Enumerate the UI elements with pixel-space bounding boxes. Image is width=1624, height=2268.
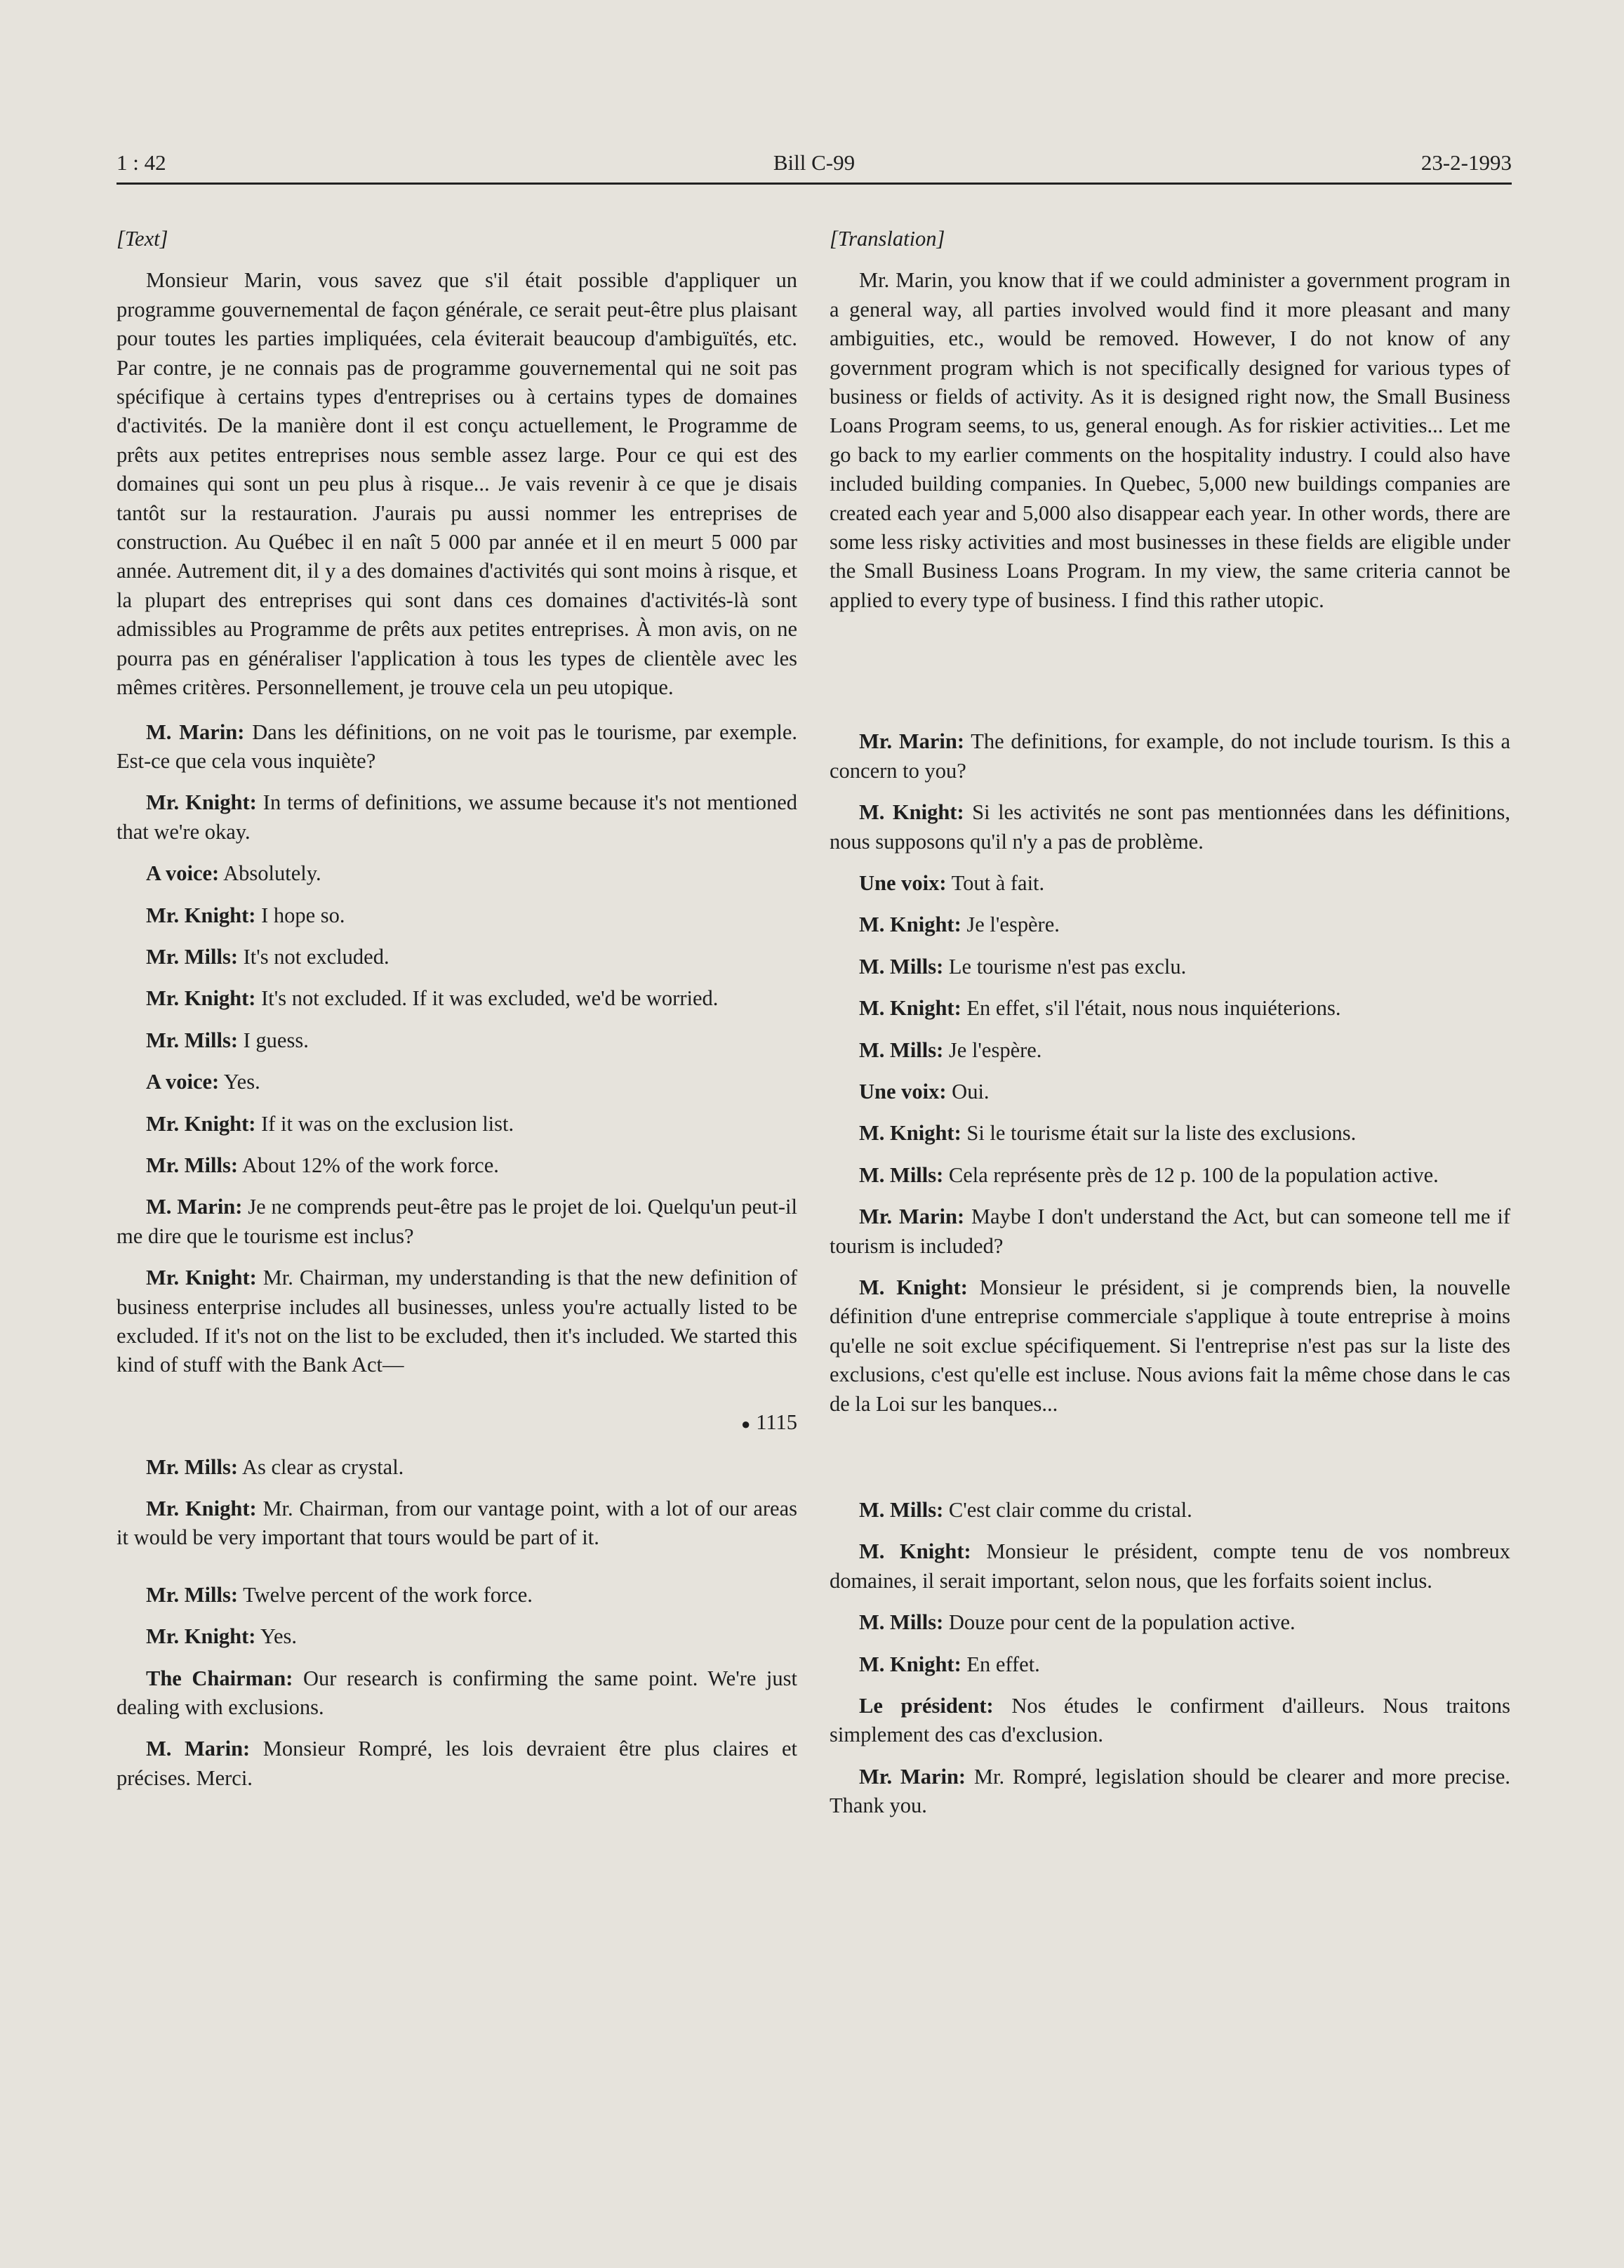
speech-text: C'est clair comme du cristal.	[948, 1498, 1192, 1522]
speech-text: Mr. Chairman, my understanding is that the new definition of business enterprise includes all businesses, unless you're actually listed to be excluded. If it's not on the list to be excluded, then it's included. We started this kind of stuff with the Bank Act—	[117, 1266, 797, 1377]
bill-title: Bill C-99	[773, 150, 856, 175]
speech-entry	[117, 943, 797, 971]
speaker-name: M. Knight:	[859, 913, 961, 937]
speech-entry	[830, 910, 1510, 939]
speaker-name: Mr. Knight:	[146, 986, 256, 1011]
speech-text: Douze pour cent de la population active.	[948, 1610, 1296, 1635]
speech-entry	[830, 1496, 1510, 1525]
speech-text: It's not excluded. If it was excluded, we'd be worried.	[261, 986, 719, 1011]
speech-text: Le tourisme n'est pas exclu.	[948, 954, 1187, 979]
speech-text: It's not excluded.	[243, 944, 390, 969]
speaker-name: M. Marin:	[146, 1737, 251, 1761]
speech-entry	[830, 1650, 1510, 1679]
speech-text: I hope so.	[261, 903, 345, 927]
speech-entry	[830, 1763, 1510, 1821]
speech-text: Absolutely.	[223, 861, 321, 886]
speech-text: Monsieur Rompré, les lois devraient être plus claires et précises. Merci.	[117, 1737, 797, 1790]
speech-text: Twelve percent of the work force.	[243, 1582, 533, 1607]
speaker-name: Le président:	[859, 1694, 994, 1718]
speech-text: I guess.	[243, 1028, 309, 1052]
speech-text: Yes.	[260, 1624, 297, 1649]
page-header	[117, 147, 1512, 185]
speech-entry	[830, 727, 1510, 785]
speaker-name: Mr. Mills:	[146, 1582, 239, 1607]
speaker-name: Une voix:	[859, 1079, 947, 1103]
speech-entry	[117, 1151, 797, 1180]
page-date: 23-2-1993	[1420, 150, 1512, 175]
speech-text: Si les activités ne sont pas mentionnées dans les définitions, nous supposons qu'il n'y a pas de problème.	[830, 800, 1510, 854]
speech-text: Mr. Chairman, from our vantage point, with a lot of our areas it would be very important that tours would be part of it.	[117, 1496, 798, 1550]
speech-text: If it was on the exclusion list.	[261, 1111, 514, 1136]
speech-text: As clear as crystal.	[241, 1454, 404, 1479]
speech-entry	[830, 994, 1510, 1023]
speech-entry	[117, 788, 797, 847]
speaker-name: Mr. Knight:	[146, 903, 256, 927]
speaker-name: M. Mills:	[859, 1162, 944, 1187]
speech-entry	[830, 1119, 1510, 1148]
speech-entry	[830, 1273, 1510, 1419]
speaker-name: M. Marin:	[146, 719, 245, 744]
speaker-name: Mr. Mills:	[146, 944, 239, 969]
speech-entry	[117, 1581, 797, 1610]
speaker-name: Mr. Mills:	[146, 1028, 239, 1052]
speaker-name: Mr. Marin:	[859, 1764, 966, 1789]
column-label: [Translation]	[830, 227, 945, 251]
speech-text: Je ne comprends peut-être pas le projet de loi. Quelqu'un peut-il me dire que le tourisme est inclus?	[117, 1195, 797, 1248]
speaker-name: Mr. Knight:	[146, 1496, 257, 1520]
speaker-name: M. Mills:	[859, 1037, 944, 1062]
speaker-name: Mr. Marin:	[859, 729, 965, 754]
speech-entry	[830, 953, 1510, 981]
right-column	[830, 225, 1510, 1833]
speech-text: Cela représente près de 12 p. 100 de la population active.	[948, 1162, 1439, 1187]
speech-entry	[117, 1622, 797, 1651]
bullet-icon: ●	[740, 1415, 751, 1433]
speech-text: Tout à fait.	[951, 870, 1045, 895]
speech-entry	[117, 1110, 797, 1139]
speech-entry	[117, 718, 797, 776]
page-number: 1 : 42	[117, 150, 166, 175]
speaker-name: Mr. Mills:	[146, 1454, 239, 1479]
speech-entry	[830, 1161, 1510, 1190]
speaker-name: M. Knight:	[859, 1275, 968, 1299]
speech-text: Je l'espère.	[948, 1037, 1042, 1062]
speech-entry	[117, 984, 797, 1013]
speech-entry	[117, 1026, 797, 1055]
timestamp-marker	[117, 1408, 797, 1439]
speaker-name: M. Marin:	[146, 1195, 243, 1219]
speech-text: Oui.	[952, 1079, 990, 1103]
speaker-name: M. Knight:	[859, 1121, 961, 1146]
speech-entry	[830, 1077, 1510, 1106]
speech-entry	[117, 901, 797, 930]
speaker-name: Mr. Knight:	[146, 790, 257, 815]
speech-text: In terms of definitions, we assume because it's not mentioned that we're okay.	[117, 790, 798, 844]
speech-text: Yes.	[223, 1070, 260, 1094]
speech-text: En effet, s'il l'était, nous nous inquiéterions.	[966, 996, 1341, 1021]
speech-entry	[117, 1453, 797, 1482]
speech-entry	[830, 1537, 1510, 1596]
speaker-name: The Chairman:	[146, 1666, 293, 1690]
speech-entry	[830, 869, 1510, 898]
speaker-name: M. Mills:	[859, 1610, 944, 1635]
speaker-name: M. Knight:	[859, 1539, 971, 1564]
speech-entry	[117, 1664, 797, 1723]
speaker-name: M. Mills:	[859, 1498, 944, 1522]
speech-entry	[117, 1494, 797, 1553]
speech-entry	[830, 798, 1510, 856]
speech-text: The definitions, for example, do not include tourism. Is this a concern to you?	[830, 729, 1510, 783]
speech-entry	[117, 859, 797, 888]
speech-entry	[830, 1036, 1510, 1065]
speech-text: Je l'espère.	[966, 913, 1060, 937]
speaker-name: Mr. Knight:	[146, 1111, 256, 1136]
speech-entry	[117, 1068, 797, 1096]
speech-text: Monsieur le président, si je comprends bien, la nouvelle définition d'une entreprise commerciale s'applique à toute entreprise à moins qu'elle ne soit exclue spécifiquement. Si l'entreprise n'est pas sur la liste des exclusions, c'est qu'elle est incluse. Nous avions fait la même chose dans le cas de la Loi sur les banques...	[830, 1275, 1510, 1416]
speech-entry	[117, 1264, 797, 1380]
speech-entry	[830, 1608, 1510, 1637]
speaker-name: A voice:	[146, 861, 220, 886]
column-label: [Text]	[117, 227, 168, 251]
speaker-name: M. Knight:	[859, 1652, 961, 1676]
speaker-name: M. Knight:	[859, 800, 964, 825]
speech-entry	[830, 1692, 1510, 1750]
speaker-name: Mr. Marin:	[859, 1205, 965, 1229]
speech-text: Mr. Rompré, legislation should be clearer and more precise. Thank you.	[830, 1764, 1510, 1818]
speech-text: Nos études le confirment d'ailleurs. Nous traitons simplement des cas d'exclusion.	[830, 1694, 1510, 1747]
speaker-name: M. Knight:	[859, 996, 961, 1021]
opening-paragraph: Mr. Marin, you know that if we could administer a government program in a general way, all parties involved would find it more pleasant and many ambiguities, etc., would be removed. However, I do not know of any government program which is not specifically designed for various types of business or fields of activity. As it is designed right now, the Small Business Loans Program seems, to us, general enough. As for riskier activities... Let me go back to my earlier comments on the hospitality industry. I could also have included building companies. In Quebec, 5,000 new buildings companies are created each year and 5,000 also disappear each year. In other words, there are some less risky activities and most businesses in these fields are eligible under the Small Business Loans Program. In my view, the same criteria cannot be applied to every type of business. I find this rather utopic.	[830, 268, 1510, 612]
speaker-name: Mr. Knight:	[146, 1266, 257, 1290]
speaker-name: Mr. Knight:	[146, 1624, 256, 1649]
speech-text: En effet.	[966, 1652, 1040, 1676]
timestamp: 1115	[756, 1410, 797, 1434]
speech-text: Monsieur le président, compte tenu de vos nombreux domaines, il serait important, selon nous, que les forfaits soient inclus.	[830, 1539, 1510, 1593]
left-column	[117, 225, 797, 1805]
opening-paragraph: Monsieur Marin, vous savez que s'il était possible d'appliquer un programme gouvernemental de façon générale, ce serait peut-être plus plaisant pour toutes les parties impliquées, cela éviterait beaucoup d'ambiguïtés, etc. Par contre, je ne connais pas de programme gouvernemental qui ne soit pas spécifique à certains types d'entreprises ou à certains types de domaines d'activités. De la manière dont il est conçu actuellement, le Programme de prêts aux petites entreprises nous semble assez large. Pour ce qui est des domaines qui sont un peu plus à risque... Je vais revenir à ce que je disais tantôt sur la restauration. J'aurais pu aussi nommer les entreprises de construction. Au Québec il en naît 5 000 par année et il en meurt 5 000 par année. Autrement dit, il y a des domaines d'activités qui sont moins à risque, et la plupart des entreprises qui sont dans ces domaines d'activités-là sont admissibles au Programme de prêts aux petites entreprises. À mon avis, on ne pourra pas en généraliser l'application à tous les types de clientèle avec les mêmes critères. Personnellement, je trouve cela un peu utopique.	[117, 268, 797, 700]
speech-text: Our research is confirming the same point. We're just dealing with exclusions.	[117, 1666, 798, 1719]
speech-text: Si le tourisme était sur la liste des exclusions.	[966, 1121, 1357, 1146]
speech-text: Maybe I don't understand the Act, but can someone tell me if tourism is included?	[830, 1205, 1510, 1258]
speech-entry	[830, 1202, 1510, 1261]
speech-entry	[117, 1193, 797, 1251]
speech-text: About 12% of the work force.	[241, 1153, 499, 1177]
speech-entry	[117, 1735, 797, 1793]
speaker-name: A voice:	[146, 1070, 220, 1094]
speaker-name: Mr. Mills:	[146, 1153, 239, 1177]
speech-text: Dans les définitions, on ne voit pas le tourisme, par exemple. Est-ce que cela vous inquiète?	[117, 719, 797, 773]
speaker-name: Une voix:	[859, 870, 947, 895]
speaker-name: M. Mills:	[859, 954, 944, 979]
